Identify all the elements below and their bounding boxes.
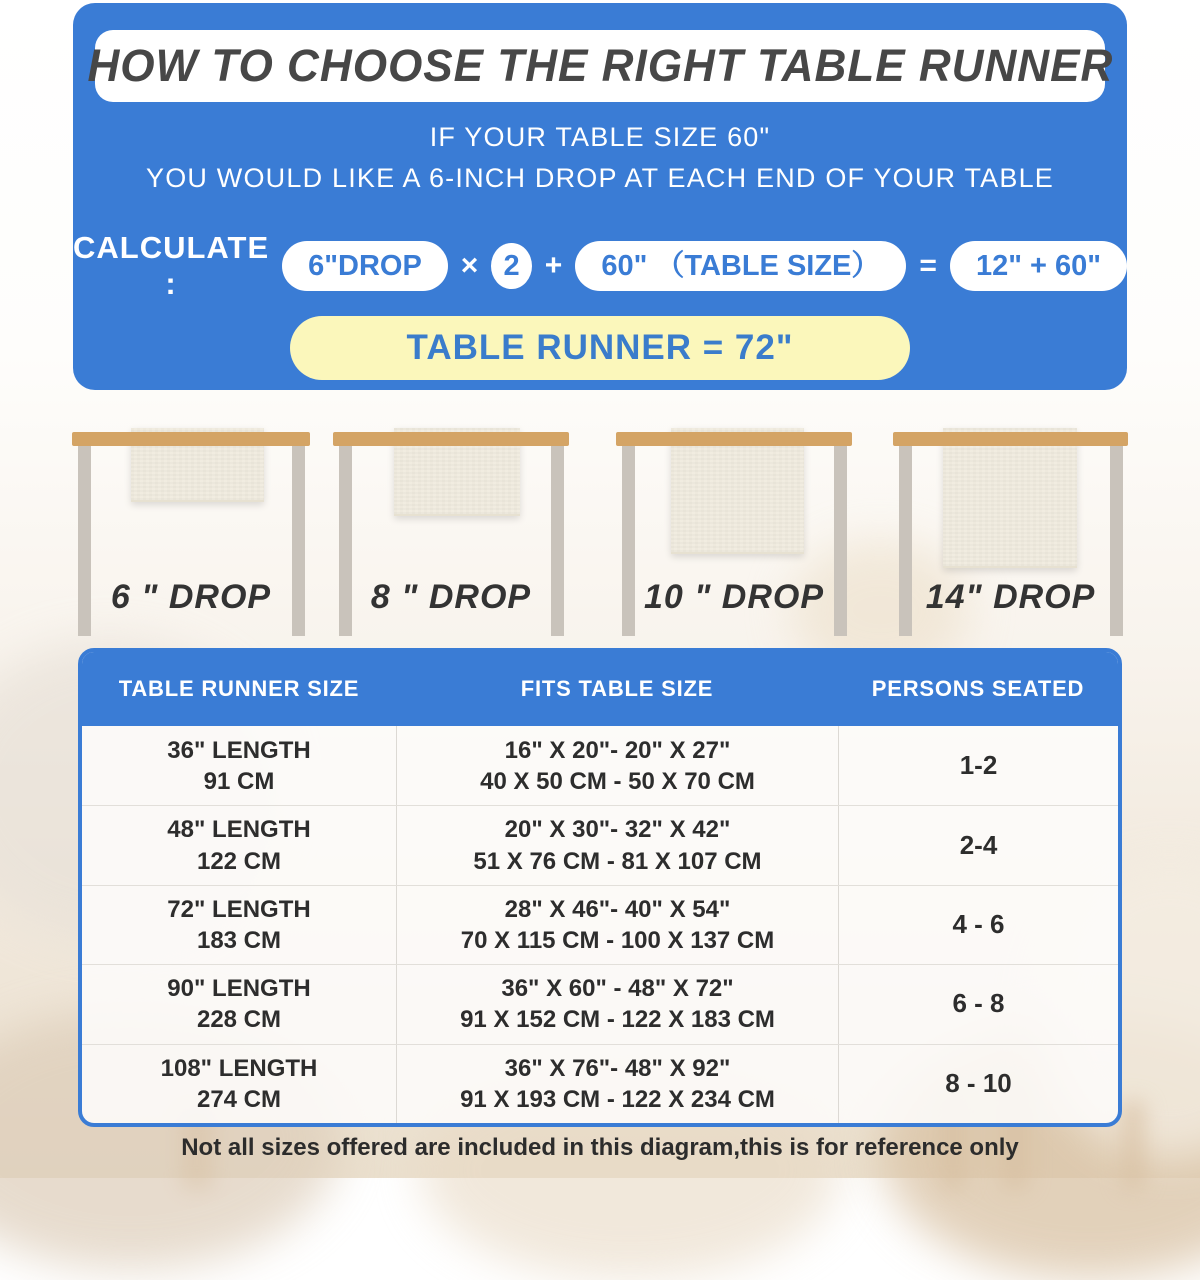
size-chart-header xyxy=(82,652,1118,726)
fits-size-cell xyxy=(396,806,838,884)
fits-size-cm: 91 X 152 CM - 122 X 183 CM xyxy=(460,1006,775,1034)
table-row xyxy=(82,964,1118,1043)
fits-size-cell xyxy=(396,886,838,964)
table-illustration-8-inch-drop xyxy=(333,420,569,648)
fits-size-cm: 51 X 76 CM - 81 X 107 CM xyxy=(473,847,762,875)
multiplier-badge: 2 xyxy=(491,243,531,289)
column-header-fits-table-size: FITS TABLE SIZE xyxy=(520,676,714,701)
multiply-sign: × xyxy=(460,249,479,282)
persons-seated-cell: 1-2 xyxy=(838,726,1118,805)
drop-examples-row xyxy=(0,420,1200,648)
fits-size-inch: 16" X 20"- 20" X 27" xyxy=(504,736,731,764)
table-row xyxy=(82,805,1118,884)
runner-size-cm: 274 CM xyxy=(196,1085,282,1113)
runner-size-cell xyxy=(82,886,396,964)
table-runner-graphic xyxy=(943,428,1077,568)
tabletop-graphic xyxy=(333,432,569,446)
table-size-pill: 60" （TABLE SIZE） xyxy=(575,241,906,291)
equals-sign: = xyxy=(919,249,937,282)
runner-size-inch: 90" LENGTH xyxy=(167,975,311,1003)
table-illustration-14-inch-drop xyxy=(893,420,1128,648)
fits-size-cell xyxy=(396,1045,838,1123)
runner-size-cm: 122 CM xyxy=(196,847,282,875)
drop-label: 14" DROP xyxy=(925,578,1096,616)
drop-label: 10 " DROP xyxy=(643,578,825,616)
fits-size-cm: 40 X 50 CM - 50 X 70 CM xyxy=(480,767,755,795)
subtitle-line-2: YOU WOULD LIKE A 6-INCH DROP AT EACH END OF YOUR TABLE xyxy=(145,163,1054,193)
tabletop-graphic xyxy=(72,432,310,446)
column-header-persons-seated: PERSONS SEATED xyxy=(871,676,1085,701)
instructions-panel xyxy=(73,3,1127,390)
fits-size-inch: 20" X 30"- 32" X 42" xyxy=(504,816,731,844)
fits-size-inch: 36" X 76"- 48" X 92" xyxy=(504,1054,731,1082)
result-pill: TABLE RUNNER = 72" xyxy=(290,316,910,380)
runner-size-inch: 72" LENGTH xyxy=(167,895,311,923)
calculation-formula xyxy=(73,230,1127,302)
runner-size-cm: 91 CM xyxy=(203,767,275,795)
fits-size-cm: 70 X 115 CM - 100 X 137 CM xyxy=(460,926,775,954)
sum-pill: 12" + 60" xyxy=(950,241,1127,291)
size-chart-panel xyxy=(78,648,1122,1127)
persons-seated-cell: 2-4 xyxy=(838,806,1118,884)
plus-sign: + xyxy=(544,249,563,282)
persons-seated-cell: 8 - 10 xyxy=(838,1045,1118,1123)
drop-value-pill: 6"DROP xyxy=(282,241,448,291)
runner-size-cell xyxy=(82,1045,396,1123)
subtitle-line-1: IF YOUR TABLE SIZE 60" xyxy=(429,122,771,152)
table-row xyxy=(82,726,1118,805)
table-row xyxy=(82,1044,1118,1123)
tabletop-graphic xyxy=(893,432,1128,446)
runner-size-inch: 36" LENGTH xyxy=(167,736,311,764)
fits-size-cell xyxy=(396,965,838,1043)
runner-size-cm: 228 CM xyxy=(196,1006,282,1034)
fits-size-inch: 36" X 60" - 48" X 72" xyxy=(501,975,734,1003)
runner-size-cell xyxy=(82,806,396,884)
drop-label: 8 " DROP xyxy=(370,578,532,616)
column-header-runner-size: TABLE RUNNER SIZE xyxy=(118,676,360,701)
runner-size-cm: 183 CM xyxy=(196,926,282,954)
reference-disclaimer: Not all sizes offered are included in this diagram,this is for reference only xyxy=(181,1134,1019,1161)
table-illustration-6-inch-drop xyxy=(72,420,310,648)
runner-size-cell xyxy=(82,965,396,1043)
table-illustration-10-inch-drop xyxy=(616,420,852,648)
runner-size-inch: 108" LENGTH xyxy=(160,1054,318,1082)
tabletop-graphic xyxy=(616,432,852,446)
title-banner xyxy=(87,30,1113,102)
runner-size-inch: 48" LENGTH xyxy=(167,816,311,844)
fits-size-cm: 91 X 193 CM - 122 X 234 CM xyxy=(460,1085,775,1113)
table-runner-graphic xyxy=(671,428,804,554)
fits-size-inch: 28" X 46"- 40" X 54" xyxy=(504,895,731,923)
fits-size-cell xyxy=(396,726,838,805)
drop-label: 6 " DROP xyxy=(110,578,272,616)
runner-size-cell xyxy=(82,726,396,805)
persons-seated-cell: 6 - 8 xyxy=(838,965,1118,1043)
persons-seated-cell: 4 - 6 xyxy=(838,886,1118,964)
table-row xyxy=(82,885,1118,964)
page-title: HOW TO CHOOSE THE RIGHT TABLE RUNNER xyxy=(87,40,1113,91)
calculate-label: CALCULATE : xyxy=(73,230,270,301)
size-chart-body xyxy=(82,726,1118,1123)
